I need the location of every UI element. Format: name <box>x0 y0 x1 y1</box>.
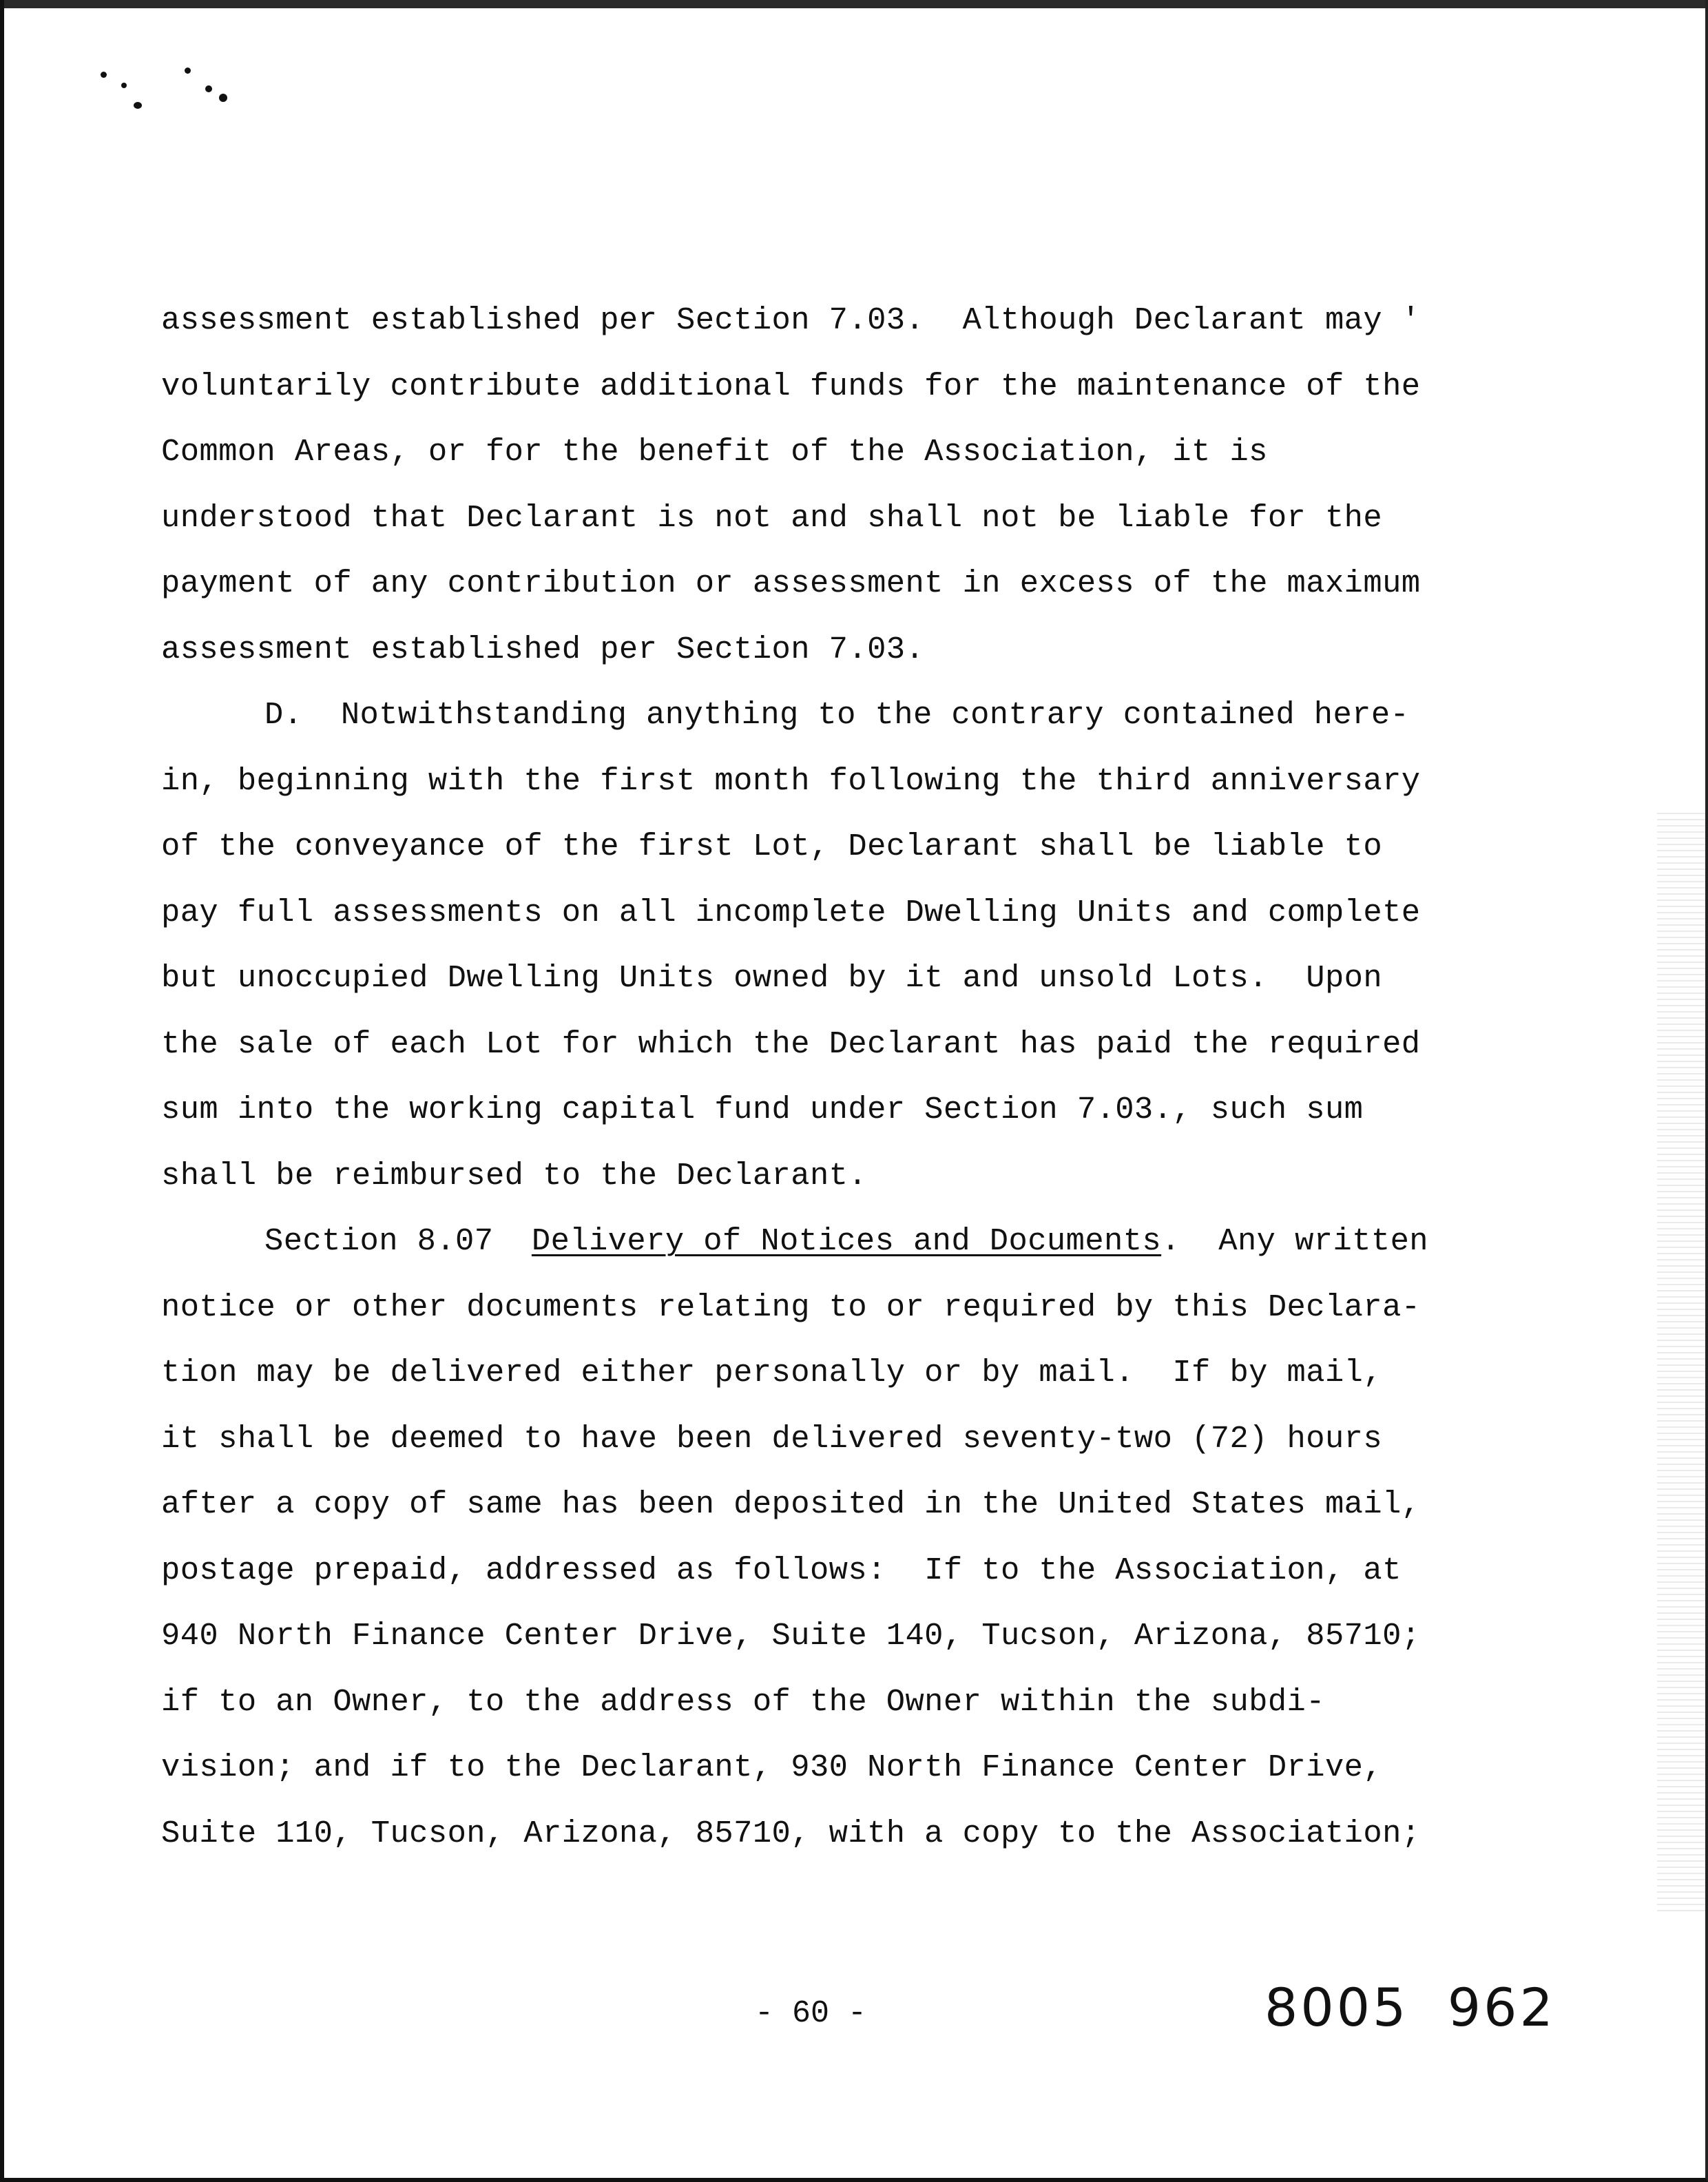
text-line: tion may be delivered either personally or by mail. If by mail, <box>161 1355 1383 1391</box>
text-line: understood that Declarant is not and shall not be liable for the <box>161 499 1383 536</box>
section-heading: Delivery of Notices and Documents <box>531 1223 1162 1259</box>
scan-noise-right <box>1657 813 1705 1915</box>
text-line: of the conveyance of the first Lot, Declarant shall be liable to <box>161 829 1383 864</box>
text-line: assessment established per Section 7.03. Although Declarant may ' <box>161 302 1421 338</box>
text-line: 940 North Finance Center Drive, Suite 140, Tucson, Arizona, 85710; <box>161 1618 1421 1654</box>
text-line: D. Notwithstanding anything to the contrary contained here- <box>264 697 1410 733</box>
text-line: if to an Owner, to the address of the Owner within the subdi- <box>161 1683 1325 1720</box>
text-line: shall be reimbursed to the Declarant. <box>161 1157 868 1194</box>
text-line: sum into the working capital fund under Section 7.03., such sum <box>161 1092 1364 1128</box>
text-line: payment of any contribution or assessment in excess of the maximum <box>161 565 1421 601</box>
text-line: postage prepaid, addressed as follows: If to the Association, at <box>161 1552 1402 1588</box>
text-line: it shall be deemed to have been delivered seventy-two (72) hours <box>161 1420 1383 1457</box>
page-number: - 60 - <box>755 1996 867 2031</box>
scan-speck <box>205 85 212 92</box>
section-number: Section 8.07 <box>264 1223 494 1259</box>
text-line: voluntarily contribute additional funds for the maintenance of the <box>161 368 1421 404</box>
scan-speck <box>134 102 142 109</box>
scan-speck <box>185 67 191 74</box>
scan-top-edge <box>4 0 1708 8</box>
text-line: vision; and if to the Declarant, 930 North Finance Center Drive, <box>161 1749 1383 1785</box>
text-line: notice or other documents relating to or required by this Declara- <box>161 1289 1421 1325</box>
text-fragment: . Any written <box>1161 1223 1429 1259</box>
document-code: 8005 962 <box>1264 1977 1556 2038</box>
text-line: but unoccupied Dwelling Units owned by it and unsold Lots. Upon <box>161 960 1383 996</box>
scan-speck <box>219 94 227 102</box>
text-line: the sale of each Lot for which the Declarant has paid the required <box>161 1026 1421 1062</box>
text-line: assessment established per Section 7.03. <box>161 631 925 667</box>
text-line: Common Areas, or for the benefit of the Association, it is <box>161 434 1268 470</box>
text-line: after a copy of same has been deposited in the United States mail, <box>161 1486 1421 1522</box>
text-line: pay full assessments on all incomplete Dwelling Units and complete <box>161 894 1421 931</box>
text-line: Suite 110, Tucson, Arizona, 85710, with a copy to the Association; <box>161 1815 1421 1851</box>
scan-speck <box>101 72 107 78</box>
document-body <box>161 288 1539 1867</box>
text-line: in, beginning with the first month following the third anniversary <box>161 762 1421 799</box>
scan-speck <box>121 83 127 88</box>
section-heading-line <box>161 1209 1539 1275</box>
